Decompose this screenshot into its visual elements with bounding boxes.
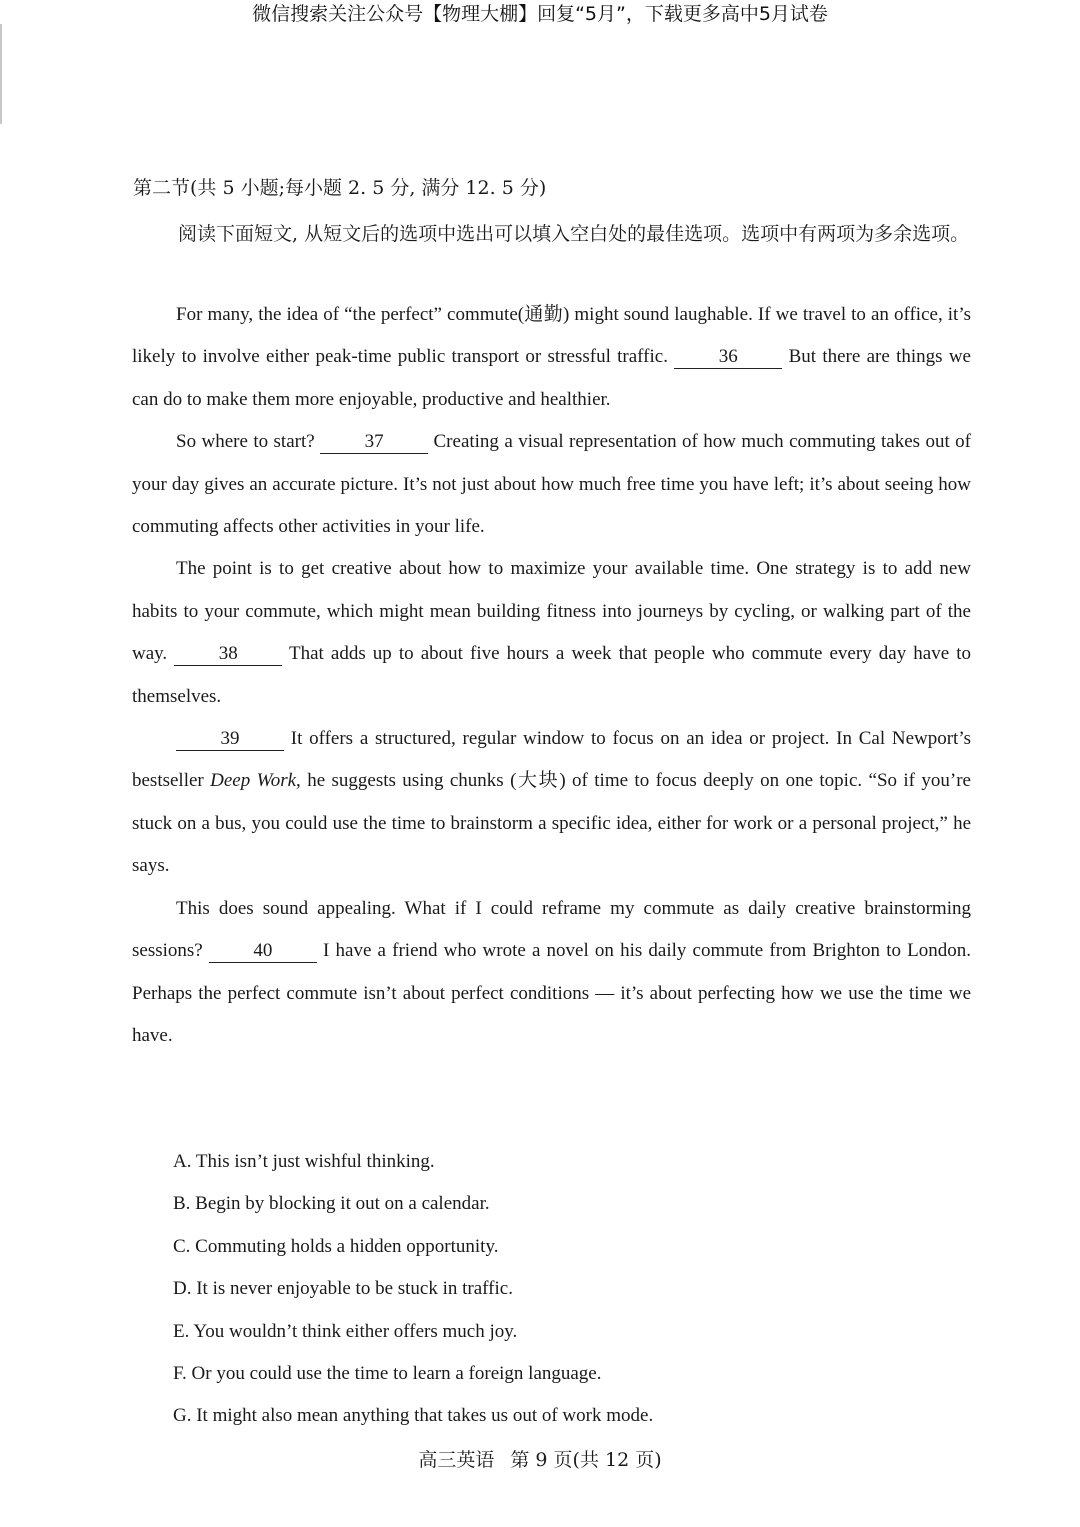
blank-40: 40 xyxy=(209,940,317,963)
paragraph-3-text-a: The point is to get creative about how to maximize your available time. One strategy is to add new habits to your commute, which might mean building fitness into journeys by cycling, or walking part of the way. xyxy=(132,558,971,665)
scan-edge-mark xyxy=(0,24,2,124)
header-banner: 微信搜索关注公众号【物理大棚】回复“5月”，下载更多高中5月试卷 xyxy=(252,3,828,25)
passage-paragraph-1 xyxy=(132,294,971,421)
paragraph-5-text-a: This does sound appealing. What if I could reframe my commute as daily creative brainstorming sessions? xyxy=(132,897,971,962)
section-instructions: 阅读下面短文, 从短文后的选项中选出可以填入空白处的最佳选项。选项中有两项为多余选项。 xyxy=(178,223,970,245)
paragraph-5-text-b: I have a friend who wrote a novel on his daily commute from Brighton to London. Perhaps the perfect commute isn’t about perfect conditions — it’s about perfecting how we use the time we have. xyxy=(132,940,971,1046)
option-c: C. Commuting holds a hidden opportunity. xyxy=(173,1235,499,1257)
blank-37: 37 xyxy=(320,431,428,454)
option-d: D. It is never enjoyable to be stuck in traffic. xyxy=(173,1278,513,1300)
blank-39: 39 xyxy=(176,728,284,751)
blank-38: 38 xyxy=(174,643,282,666)
paragraph-4-text-b: , he suggests using chunks (大块) of time to focus deeply on one topic. “So if you’re stuck on a bus, you could use the time to brainstorm a specific idea, either for work or a personal project,” he says. xyxy=(132,770,971,877)
paragraph-4-text-a: It offers a structured, regular window to focus on an idea or project. In Cal Newport’s bestseller xyxy=(132,728,971,792)
option-a: A. This isn’t just wishful thinking. xyxy=(173,1151,435,1172)
section-heading: 第二节(共 5 小题;每小题 2. 5 分, 满分 12. 5 分) xyxy=(133,177,547,199)
paragraph-2-text-b: Creating a visual representation of how much commuting takes out of your day gives an accurate picture. It’s not just about how much free time you have left; it’s about seeing how commuting affects other activities in your life. xyxy=(132,431,972,538)
paragraph-2-text-a: So where to start? xyxy=(176,431,321,453)
passage-paragraph-5 xyxy=(132,888,971,1058)
option-g: G. It might also mean anything that takes us out of work mode. xyxy=(173,1405,654,1427)
paragraph-3-text-b: That adds up to about five hours a week that people who commute every day have to themselves. xyxy=(132,643,971,707)
footer-page-number: 第 9 页(共 12 页) xyxy=(510,1449,662,1471)
blank-36: 36 xyxy=(674,346,782,369)
option-f: F. Or you could use the time to learn a foreign language. xyxy=(173,1363,602,1385)
option-e: E. You wouldn’t think either offers much joy. xyxy=(173,1320,518,1342)
page-footer xyxy=(0,1446,1080,1474)
footer-subject: 高三英语 xyxy=(418,1449,495,1471)
passage-paragraph-4 xyxy=(132,718,971,888)
passage-paragraph-2 xyxy=(132,421,971,548)
passage-paragraph-3 xyxy=(132,548,971,718)
option-b: B. Begin by blocking it out on a calendar. xyxy=(173,1193,490,1215)
answer-options xyxy=(173,1141,973,1438)
book-title: Deep Work xyxy=(210,770,297,792)
paragraph-1-text-b: But there are things we can do to make them more enjoyable, productive and healthier. xyxy=(132,346,971,410)
reading-passage xyxy=(132,294,971,1057)
paragraph-1-text-a: For many, the idea of “the perfect” commute(通勤) might sound laughable. If we travel to an office, it’s likely to involve either peak-time public transport or stressful traffic. xyxy=(132,304,971,368)
